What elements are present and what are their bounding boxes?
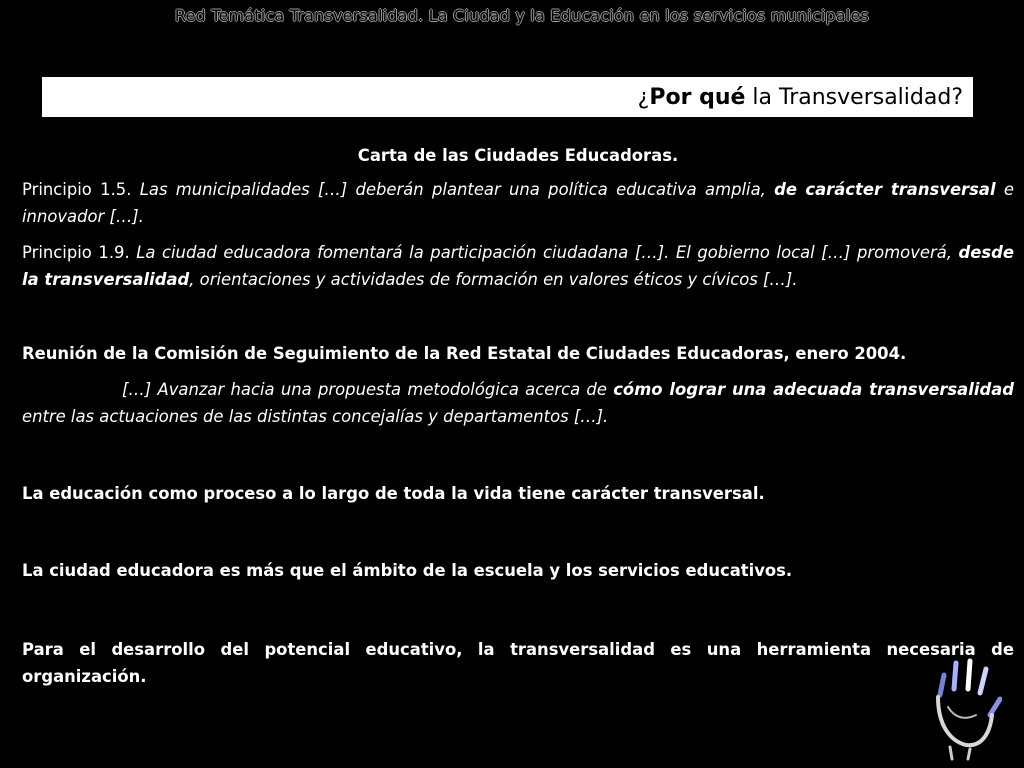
principle-1-5-emphasis-a: de	[774, 180, 798, 199]
statement-educating-city: La ciudad educadora es más que el ámbito de la escuela y los servicios educativos.	[22, 561, 793, 580]
title-bold-part: Por qué	[649, 85, 746, 110]
title-question-mark: ¿	[637, 85, 650, 110]
principle-1-5	[22, 176, 1014, 230]
logo-finger-3	[968, 661, 970, 689]
slide-content	[22, 142, 1014, 699]
principle-1-5-text-b: e innovador […].	[22, 180, 1014, 226]
reunion-quote-emphasis: cómo lograr una adecuada transversalidad	[613, 380, 1014, 399]
reunion-quote-text-a: […] Avanzar hacia una propuesta metodológica acerca de	[122, 380, 614, 399]
reunion-quote-text-b: entre las actuaciones de las distintas concejalías y departamentos […].	[22, 407, 609, 426]
presentation-header: Red Temática Transversalidad. La Ciudad y la Educación en los servicios municipales	[174, 6, 870, 25]
logo-thumb	[990, 699, 1000, 715]
principle-1-9-label: Principio 1.9.	[22, 243, 137, 262]
logo-finger-2	[954, 663, 956, 689]
hand-logo-icon	[930, 655, 1002, 761]
principle-1-9-emphasis: desde la transversalidad	[22, 243, 1015, 289]
logo-palm	[938, 697, 992, 745]
principle-1-5-label: Principio 1.5.	[22, 180, 140, 199]
carta-heading: Carta de las Ciudades Educadoras.	[357, 146, 679, 165]
principle-1-9-text-b: , orientaciones y actividades de formación en valores éticos y cívicos […].	[189, 270, 798, 289]
principle-1-9-text-a: La ciudad educadora fomentará la participación ciudadana […]. El gobierno local […] promoverá,	[136, 243, 959, 262]
principle-1-5-emphasis-b: carácter transversal	[805, 180, 996, 199]
logo-finger-4	[980, 669, 986, 693]
statement-lifelong-education: La educación como proceso a lo largo de toda la vida tiene carácter transversal.	[22, 484, 765, 503]
statement-transversality-tool: Para el desarrollo del potencial educativo, la transversalidad es una herramienta necesaria de organización.	[22, 640, 1014, 686]
reunion-quote	[22, 376, 1014, 430]
title-rest: la Transversalidad?	[745, 85, 963, 110]
reunion-heading: Reunión de la Comisión de Seguimiento de la Red Estatal de Ciudades Educadoras, enero 2004.	[22, 344, 907, 363]
logo-finger-1	[940, 675, 944, 695]
principle-1-5-text-a: Las municipalidades […] deberán plantear una política educativa amplia,	[139, 180, 775, 199]
principle-1-9	[22, 239, 1014, 293]
slide-title-box	[42, 77, 973, 117]
